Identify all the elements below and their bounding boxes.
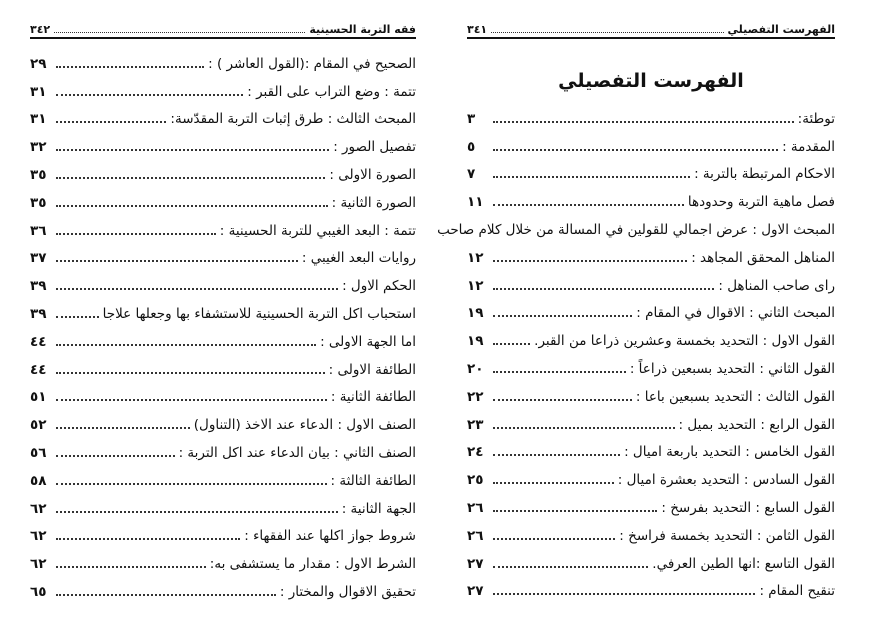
entry-page-number: ٢٦: [467, 527, 484, 544]
dot-leader: [56, 94, 243, 96]
toc-entry: [467, 244, 835, 272]
entry-title: القول الرابع : التحديد بميل :: [678, 416, 835, 433]
entry-page-number: ٢٥: [467, 472, 484, 489]
entry-title: الطائفة الثانية :: [330, 389, 416, 406]
toc-entry: [467, 327, 835, 355]
entry-title: المناهل المحقق المجاهد :: [691, 249, 835, 266]
header-title: فقه التربة الحسينية: [309, 23, 416, 36]
dot-leader: [493, 371, 626, 373]
toc-entry: [467, 494, 835, 522]
dot-leader: [493, 510, 657, 512]
toc-entry: [30, 245, 416, 273]
toc-entry: [30, 133, 416, 161]
toc-entry: [30, 439, 416, 467]
toc-entry: [467, 578, 835, 606]
entry-page-number: ٢٧: [467, 555, 484, 572]
entry-title: تتمة : وضع التراب على القبر :: [247, 83, 416, 100]
toc-entry: [467, 439, 835, 467]
dot-leader: [56, 399, 327, 401]
dot-leader: [493, 482, 614, 484]
dot-leader: [56, 205, 328, 207]
entry-page-number: ٥١: [30, 389, 47, 406]
entry-page-number: ٣٩: [30, 278, 47, 295]
dot-leader: [493, 454, 620, 456]
entry-page-number: ٢٦: [467, 500, 484, 517]
toc-entry: [467, 466, 835, 494]
dot-leader: [493, 427, 675, 429]
dot-leader: [493, 315, 632, 317]
entry-page-number: ٤٤: [30, 361, 47, 378]
dot-leader: [56, 511, 338, 513]
toc-entry: [467, 411, 835, 439]
toc-entry: [467, 355, 835, 383]
entry-title: القول الثاني : التحديد بسبعين ذراعاً :: [629, 361, 835, 378]
entry-title: الصورة الاولى :: [329, 167, 416, 184]
left-page: [30, 0, 416, 640]
dot-leader: [56, 594, 276, 596]
toc-entry: [30, 300, 416, 328]
dot-leader: [493, 204, 684, 206]
entry-page-number: ٣١: [30, 111, 47, 128]
entry-page-number: ٣٥: [30, 167, 47, 184]
toc-entry: [467, 550, 835, 578]
header-page-number: ٣٤١: [467, 23, 488, 36]
header-page-number: ٣٤٢: [30, 23, 51, 36]
entry-page-number: ١٩: [467, 305, 484, 322]
entry-title: المبحث الثالث : طرق إثبات التربة المقدّسة:: [170, 111, 416, 128]
dot-leader: [56, 260, 298, 262]
entry-page-number: ٢٩: [30, 55, 47, 72]
toc-entry: [467, 188, 835, 216]
entry-page-number: ٥٦: [30, 445, 47, 462]
entry-page-number: ٣٧: [30, 250, 47, 267]
entry-title: القول الثالث : التحديد بسبعين باعا :: [635, 388, 835, 405]
toc-list: [437, 105, 835, 605]
running-header: [30, 20, 416, 39]
dot-leader: [56, 316, 99, 318]
entry-title: المبحث الاول : عرض اجمالي للقولين في المسالة من خلال كلام صاحب: [437, 222, 835, 239]
toc-entry: [30, 328, 416, 356]
dot-leader: [56, 288, 338, 290]
running-header: [467, 20, 835, 39]
dot-leader: [56, 177, 325, 179]
entry-title: شروط جواز اكلها عند الفقهاء :: [244, 528, 416, 545]
entry-page-number: ٤٤: [30, 333, 47, 350]
toc-entry: [30, 78, 416, 106]
entry-page-number: ١٩: [467, 333, 484, 350]
toc-entry: [467, 105, 835, 133]
toc-entry: [30, 217, 416, 245]
entry-title: الطائفة الثالثة :: [330, 472, 416, 489]
dot-leader: [493, 149, 778, 151]
dot-leader: [493, 288, 714, 290]
entry-page-number: ١٢: [467, 277, 484, 294]
dot-leader: [56, 483, 327, 485]
dot-leader: [493, 593, 755, 595]
entry-page-number: ٧: [467, 166, 476, 183]
entry-title: تتمة : البعد الغيبي للتربة الحسينية :: [219, 222, 416, 239]
entry-page-number: ٥: [467, 138, 476, 155]
dot-leader: [56, 538, 240, 540]
toc-entry: [30, 523, 416, 551]
dot-leader: [56, 566, 206, 568]
entry-title: اما الجهة الاولى :: [320, 333, 416, 350]
entry-title: الصورة الثانية :: [331, 194, 416, 211]
entry-page-number: ٣٥: [30, 194, 47, 211]
toc-entry: [30, 550, 416, 578]
entry-page-number: ٢٢: [467, 388, 484, 405]
entry-page-number: ٢٣: [467, 416, 484, 433]
entry-page-number: ٣٦: [30, 222, 47, 239]
toc-entry: [30, 578, 416, 606]
dot-leader: [493, 566, 648, 568]
dot-leader: [56, 344, 316, 346]
toc-entry: [30, 50, 416, 78]
entry-page-number: ٣: [467, 110, 476, 127]
entry-page-number: ١١: [467, 194, 484, 211]
toc-entry: [30, 272, 416, 300]
toc-entry: [30, 495, 416, 523]
dot-leader: [493, 121, 794, 123]
toc-entry: [467, 161, 835, 189]
entry-title: توطئة:: [797, 110, 835, 127]
entry-page-number: ١٢: [467, 249, 484, 266]
entry-page-number: ٣٩: [30, 306, 47, 323]
toc-entry: [30, 411, 416, 439]
dot-leader: [54, 32, 305, 33]
entry-title: الشرط الاول : مقدار ما يستشفى به:: [209, 556, 416, 573]
toc-entry: [30, 189, 416, 217]
dot-leader: [56, 121, 166, 123]
entry-title: القول الثامن : التحديد بخمسة فراسخ :: [619, 527, 835, 544]
toc-entry: [30, 467, 416, 495]
toc-entry: [30, 356, 416, 384]
dot-leader: [56, 233, 216, 235]
header-title: الفهرست التفصيلي: [727, 23, 835, 36]
page-title: الفهرست التفصيلي: [558, 70, 744, 92]
dot-leader: [56, 149, 329, 151]
dot-leader: [56, 427, 190, 429]
entry-title: الجهة الثانية :: [341, 500, 416, 517]
entry-title: تحقيق الاقوال والمختار :: [279, 584, 416, 601]
entry-page-number: ٢٠: [467, 361, 484, 378]
entry-page-number: ٢٤: [467, 444, 484, 461]
entry-page-number: ٦٥: [30, 584, 47, 601]
entry-title: القول السابع : التحديد بفرسخ :: [661, 500, 835, 517]
entry-page-number: ٢٧: [467, 583, 484, 600]
right-page: [437, 0, 835, 640]
toc-entry: [30, 161, 416, 189]
dot-leader: [56, 66, 204, 68]
entry-page-number: ٣١: [30, 83, 47, 100]
entry-title: روايات البعد الغيبي :: [301, 250, 416, 267]
entry-title: تفصيل الصور :: [333, 139, 416, 156]
dot-leader: [56, 372, 325, 374]
entry-title: المبحث الثاني : الاقوال في المقام :: [636, 305, 835, 322]
entry-title: القول الاول : التحديد بخمسة وعشرين ذراعا من القبر.: [534, 333, 835, 350]
entry-title: فصل ماهية التربة وحدودها: [687, 194, 835, 211]
entry-page-number: ٦٢: [30, 528, 47, 545]
entry-page-number: ٦٢: [30, 500, 47, 517]
toc-entry: [437, 216, 835, 244]
entry-title: الصنف الاول : الدعاء عند الاخذ (التناول): [193, 417, 416, 434]
toc-entry: [467, 522, 835, 550]
dot-leader: [56, 455, 175, 457]
entry-title: القول التاسع :انها الطين العرفي.: [652, 555, 835, 572]
entry-title: الاحكام المرتبطة بالتربة :: [694, 166, 835, 183]
entry-page-number: ٥٢: [30, 417, 47, 434]
entry-title: الصحيح في المقام :(القول العاشر ) :: [208, 55, 416, 72]
entry-page-number: ٥٨: [30, 472, 47, 489]
entry-title: الصنف الثاني : بيان الدعاء عند اكل التربة :: [178, 445, 416, 462]
toc-list: [30, 50, 416, 606]
toc-entry: [30, 106, 416, 134]
entry-title: المقدمة :: [782, 138, 835, 155]
toc-entry: [467, 272, 835, 300]
dot-leader: [491, 32, 723, 33]
dot-leader: [493, 399, 632, 401]
dot-leader: [493, 176, 690, 178]
dot-leader: [493, 538, 615, 540]
entry-title: استحباب اكل التربة الحسينية للاستشفاء بها وجعلها علاجا: [102, 306, 416, 323]
toc-entry: [467, 383, 835, 411]
entry-page-number: ٣٢: [30, 139, 47, 156]
dot-leader: [493, 260, 687, 262]
toc-entry: [30, 384, 416, 412]
entry-page-number: ٦٢: [30, 556, 47, 573]
entry-title: القول السادس : التحديد بعشرة اميال :: [617, 472, 835, 489]
dot-leader: [493, 343, 530, 345]
toc-entry: [467, 300, 835, 328]
entry-title: القول الخامس : التحديد باربعة اميال :: [624, 444, 835, 461]
entry-title: راى صاحب المناهل :: [718, 277, 835, 294]
entry-title: تنقيح المقام :: [759, 583, 835, 600]
entry-title: الطائفة الاولى :: [328, 361, 416, 378]
toc-entry: [467, 133, 835, 161]
entry-title: الحكم الاول :: [342, 278, 416, 295]
